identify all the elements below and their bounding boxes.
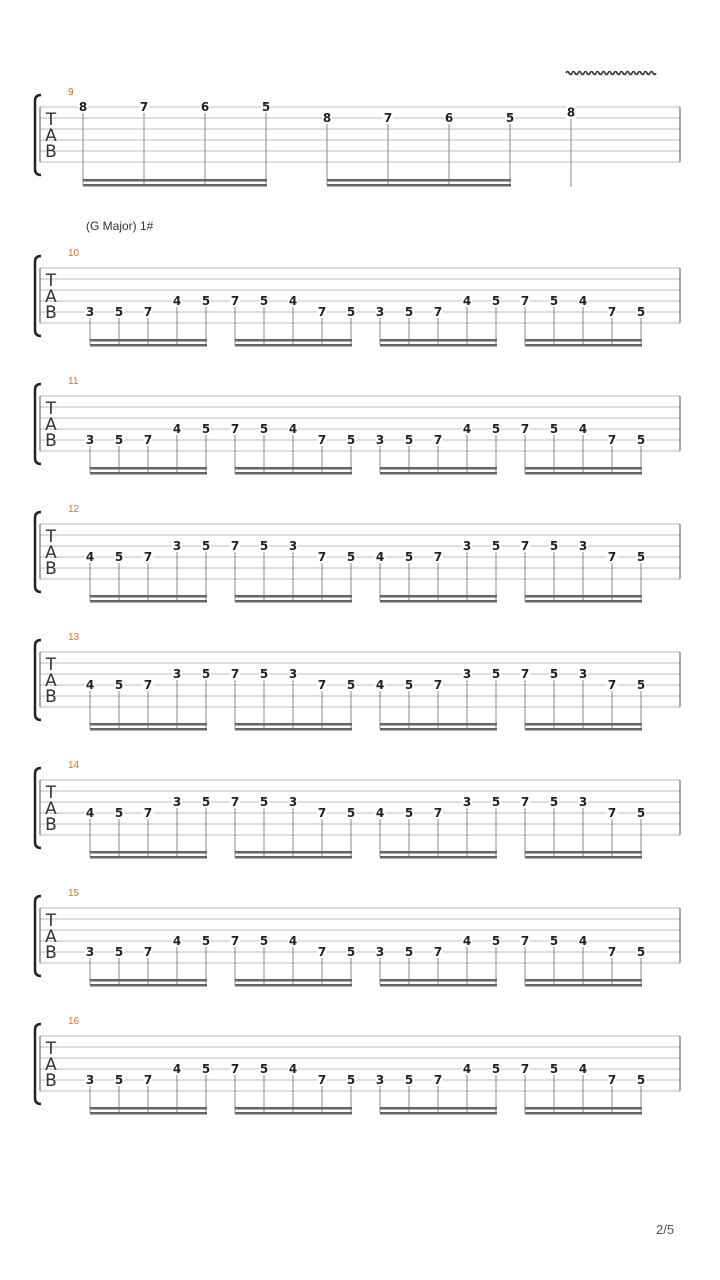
tab-clef-letter: A (45, 799, 57, 819)
fret-number: 7 (607, 945, 617, 959)
fret-number: 7 (520, 539, 530, 553)
beam-group (375, 422, 501, 475)
fret-number: 4 (578, 294, 588, 308)
beam-secondary (327, 184, 511, 187)
beam-primary (235, 979, 352, 982)
beam-primary (90, 595, 207, 598)
fret-number: 5 (491, 422, 501, 436)
beam-secondary (235, 728, 352, 731)
fret-number: 5 (549, 1062, 559, 1076)
tab-system (35, 888, 680, 987)
tab-system (35, 72, 680, 188)
measure-number: 15 (68, 888, 80, 899)
fret-number: 5 (549, 539, 559, 553)
fret-number: 5 (636, 945, 646, 959)
fret-number: 5 (404, 433, 414, 447)
beam-group (375, 294, 501, 347)
fret-number: 7 (520, 795, 530, 809)
beam-secondary (90, 856, 207, 859)
beam-primary (525, 851, 642, 854)
fret-number: 3 (288, 539, 298, 553)
fret-number: 3 (578, 795, 588, 809)
fret-number: 7 (433, 305, 443, 319)
tab-system (35, 376, 680, 475)
fret-number: 7 (433, 678, 443, 692)
fret-number: 5 (404, 305, 414, 319)
fret-number: 5 (404, 806, 414, 820)
fret-number: 3 (85, 433, 95, 447)
fret-number: 7 (143, 433, 153, 447)
fret-number: 3 (375, 433, 385, 447)
key-signature: (G Major) 1# (86, 219, 154, 233)
fret-number: 4 (288, 1062, 298, 1076)
fret-number: 7 (143, 1073, 153, 1087)
beam-group (78, 100, 271, 187)
measure-number: 9 (68, 87, 74, 98)
fret-number: 8 (322, 111, 332, 125)
fret-number: 4 (462, 934, 472, 948)
fret-number: 4 (288, 934, 298, 948)
fret-number: 5 (114, 550, 124, 564)
beam-group (375, 795, 501, 859)
fret-number: 5 (259, 667, 269, 681)
fret-number: 7 (230, 795, 240, 809)
fret-number: 4 (172, 422, 182, 436)
fret-number: 4 (578, 1062, 588, 1076)
beam-group (85, 795, 211, 859)
fret-number: 3 (172, 667, 182, 681)
beam-secondary (90, 984, 207, 987)
fret-number: 5 (346, 550, 356, 564)
fret-number: 5 (636, 305, 646, 319)
tab-clef-letter: T (45, 399, 57, 419)
beam-group (566, 106, 576, 188)
beam-group (375, 667, 501, 731)
fret-number: 5 (201, 795, 211, 809)
fret-number: 3 (375, 1073, 385, 1087)
fret-number: 5 (346, 305, 356, 319)
tab-clef-letter: A (45, 671, 57, 691)
fret-number: 5 (636, 550, 646, 564)
beam-group (230, 1062, 356, 1115)
fret-number: 7 (520, 1062, 530, 1076)
fret-number: 7 (317, 433, 327, 447)
beam-group (520, 1062, 646, 1115)
fret-number: 5 (114, 433, 124, 447)
fret-number: 5 (114, 678, 124, 692)
beam-group (85, 539, 211, 603)
fret-number: 7 (607, 550, 617, 564)
tab-clef-letter: T (45, 271, 57, 291)
fret-number: 7 (607, 1073, 617, 1087)
fret-number: 7 (520, 667, 530, 681)
fret-number: 5 (636, 806, 646, 820)
fret-number: 3 (462, 667, 472, 681)
beam-primary (525, 595, 642, 598)
beam-secondary (90, 344, 207, 347)
beam-group (85, 667, 211, 731)
tab-clef-letter: T (45, 783, 57, 803)
measure-number: 14 (68, 760, 80, 771)
tab-system (35, 760, 680, 859)
beam-primary (235, 339, 352, 342)
beam-group (230, 667, 356, 731)
beam-primary (83, 179, 267, 182)
fret-number: 5 (259, 539, 269, 553)
beam-primary (235, 467, 352, 470)
beam-secondary (235, 472, 352, 475)
fret-number: 7 (520, 934, 530, 948)
beam-secondary (235, 984, 352, 987)
fret-number: 5 (114, 1073, 124, 1087)
beam-group (230, 422, 356, 475)
fret-number: 5 (259, 422, 269, 436)
fret-number: 5 (259, 294, 269, 308)
fret-number: 5 (114, 305, 124, 319)
fret-number: 5 (201, 422, 211, 436)
beam-secondary (90, 728, 207, 731)
beam-secondary (525, 1112, 642, 1115)
fret-number: 5 (404, 945, 414, 959)
measure-number: 16 (68, 1016, 80, 1027)
fret-number: 5 (259, 1062, 269, 1076)
fret-number: 7 (317, 806, 327, 820)
fret-number: 5 (491, 1062, 501, 1076)
fret-number: 4 (172, 1062, 182, 1076)
beam-secondary (235, 856, 352, 859)
fret-number: 4 (462, 294, 472, 308)
fret-number: 7 (317, 1073, 327, 1087)
beam-group (85, 422, 211, 475)
measure-number: 12 (68, 504, 80, 515)
fret-number: 7 (433, 550, 443, 564)
beam-primary (525, 1107, 642, 1110)
tab-clef-letter: B (45, 687, 57, 707)
fret-number: 5 (114, 806, 124, 820)
beam-group (230, 539, 356, 603)
fret-number: 7 (317, 305, 327, 319)
beam-secondary (380, 344, 497, 347)
fret-number: 5 (259, 795, 269, 809)
fret-number: 7 (317, 678, 327, 692)
tab-clef-letter: T (45, 911, 57, 931)
fret-number: 3 (462, 539, 472, 553)
fret-number: 5 (636, 1073, 646, 1087)
tab-clef-letter: A (45, 1055, 57, 1075)
beam-secondary (380, 856, 497, 859)
beam-primary (90, 467, 207, 470)
tab-clef-letter: A (45, 543, 57, 563)
fret-number: 5 (549, 422, 559, 436)
fret-number: 4 (462, 1062, 472, 1076)
beam-primary (235, 595, 352, 598)
vibrato-mark (566, 72, 656, 75)
beam-secondary (525, 984, 642, 987)
beam-primary (327, 179, 511, 182)
beam-secondary (90, 600, 207, 603)
tab-clef-letter: T (45, 110, 57, 130)
tab-clef-letter: A (45, 927, 57, 947)
beam-group (520, 934, 646, 987)
fret-number: 3 (375, 305, 385, 319)
fret-number: 7 (230, 422, 240, 436)
fret-number: 4 (288, 422, 298, 436)
beam-group (375, 539, 501, 603)
fret-number: 7 (143, 806, 153, 820)
fret-number: 4 (288, 294, 298, 308)
tab-system (35, 248, 680, 347)
tab-clef-letter: B (45, 303, 57, 323)
tab-system (35, 632, 680, 731)
fret-number: 5 (491, 934, 501, 948)
fret-number: 5 (549, 667, 559, 681)
fret-number: 5 (404, 550, 414, 564)
tab-clef-letter: T (45, 527, 57, 547)
tab-clef-letter: A (45, 415, 57, 435)
fret-number: 4 (375, 550, 385, 564)
fret-number: 7 (230, 1062, 240, 1076)
fret-number: 7 (520, 294, 530, 308)
fret-number: 4 (172, 294, 182, 308)
beam-primary (525, 467, 642, 470)
tab-system (35, 1016, 680, 1115)
beam-group (520, 667, 646, 731)
fret-number: 8 (566, 105, 576, 120)
fret-number: 5 (491, 294, 501, 308)
beam-secondary (380, 984, 497, 987)
tab-clef-letter: A (45, 287, 57, 307)
beam-secondary (235, 1112, 352, 1115)
fret-number: 5 (259, 934, 269, 948)
beam-group (520, 795, 646, 859)
beam-primary (90, 723, 207, 726)
fret-number: 5 (505, 111, 515, 125)
fret-number: 4 (85, 806, 95, 820)
tab-clef-letter: B (45, 943, 57, 963)
measure-number: 10 (68, 248, 80, 259)
beam-secondary (525, 856, 642, 859)
fret-number: 7 (317, 945, 327, 959)
fret-number: 4 (375, 678, 385, 692)
fret-number: 7 (230, 539, 240, 553)
fret-number: 4 (462, 422, 472, 436)
fret-number: 5 (636, 678, 646, 692)
beam-primary (525, 339, 642, 342)
fret-number: 4 (375, 806, 385, 820)
fret-number: 5 (636, 433, 646, 447)
fret-number: 6 (444, 111, 454, 125)
fret-number: 5 (346, 945, 356, 959)
fret-number: 4 (578, 934, 588, 948)
beam-secondary (90, 1112, 207, 1115)
measure-number: 13 (68, 632, 80, 643)
tab-clef-letter: A (45, 126, 57, 146)
tab-system (35, 504, 680, 603)
fret-number: 7 (143, 678, 153, 692)
beam-primary (90, 979, 207, 982)
fret-number: 5 (346, 1073, 356, 1087)
fret-number: 3 (172, 539, 182, 553)
beam-primary (380, 723, 497, 726)
fret-number: 5 (549, 934, 559, 948)
fret-number: 7 (607, 806, 617, 820)
beam-group (230, 934, 356, 987)
beam-secondary (83, 184, 267, 187)
tab-clef-letter: B (45, 142, 57, 162)
beam-group (230, 294, 356, 347)
fret-number: 3 (578, 667, 588, 681)
tab-clef-letter: T (45, 1039, 57, 1059)
tab-clef-letter: B (45, 815, 57, 835)
fret-number: 5 (346, 433, 356, 447)
fret-number: 4 (172, 934, 182, 948)
fret-number: 7 (433, 806, 443, 820)
fret-number: 7 (230, 667, 240, 681)
beam-group (375, 934, 501, 987)
fret-number: 3 (288, 795, 298, 809)
beam-primary (525, 723, 642, 726)
fret-number: 5 (549, 795, 559, 809)
beam-group (520, 294, 646, 347)
beam-group (520, 422, 646, 475)
beam-primary (235, 1107, 352, 1110)
beam-secondary (380, 1112, 497, 1115)
beam-group (85, 294, 211, 347)
beam-group (85, 1062, 211, 1115)
fret-number: 5 (491, 539, 501, 553)
beam-primary (380, 1107, 497, 1110)
fret-number: 6 (200, 100, 210, 114)
fret-number: 5 (201, 1062, 211, 1076)
fret-number: 7 (520, 422, 530, 436)
beam-group (520, 539, 646, 603)
fret-number: 7 (139, 100, 149, 114)
fret-number: 3 (288, 667, 298, 681)
fret-number: 4 (85, 678, 95, 692)
fret-number: 7 (143, 550, 153, 564)
beam-secondary (525, 600, 642, 603)
beam-primary (90, 339, 207, 342)
beam-secondary (235, 344, 352, 347)
tab-clef-letter: B (45, 1071, 57, 1091)
fret-number: 5 (404, 678, 414, 692)
fret-number: 5 (404, 1073, 414, 1087)
beam-secondary (525, 344, 642, 347)
beam-primary (380, 595, 497, 598)
beam-primary (380, 851, 497, 854)
fret-number: 3 (375, 945, 385, 959)
beam-primary (235, 723, 352, 726)
fret-number: 4 (578, 422, 588, 436)
beam-group (230, 795, 356, 859)
fret-number: 7 (317, 550, 327, 564)
fret-number: 7 (230, 294, 240, 308)
fret-number: 5 (201, 934, 211, 948)
fret-number: 5 (201, 667, 211, 681)
beam-primary (235, 851, 352, 854)
beam-secondary (380, 600, 497, 603)
beam-primary (380, 467, 497, 470)
fret-number: 7 (433, 433, 443, 447)
fret-number: 5 (491, 667, 501, 681)
beam-secondary (525, 728, 642, 731)
fret-number: 8 (78, 100, 88, 114)
beam-secondary (235, 600, 352, 603)
fret-number: 7 (433, 1073, 443, 1087)
fret-number: 3 (172, 795, 182, 809)
fret-number: 7 (230, 934, 240, 948)
fret-number: 3 (85, 305, 95, 319)
beam-secondary (380, 728, 497, 731)
fret-number: 5 (201, 294, 211, 308)
beam-secondary (90, 472, 207, 475)
measure-number: 11 (68, 376, 79, 387)
fret-number: 7 (143, 945, 153, 959)
fret-number: 5 (549, 294, 559, 308)
fret-number: 3 (85, 1073, 95, 1087)
fret-number: 5 (201, 539, 211, 553)
tab-clef-letter: B (45, 559, 57, 579)
beam-primary (380, 979, 497, 982)
fret-number: 7 (607, 433, 617, 447)
fret-number: 7 (143, 305, 153, 319)
fret-number: 7 (383, 111, 393, 125)
beam-group (322, 111, 515, 187)
beam-group (375, 1062, 501, 1115)
fret-number: 5 (491, 795, 501, 809)
beam-primary (380, 339, 497, 342)
fret-number: 5 (114, 945, 124, 959)
tab-clef-letter: T (45, 655, 57, 675)
fret-number: 7 (607, 678, 617, 692)
fret-number: 5 (261, 100, 271, 114)
beam-group (85, 934, 211, 987)
fret-number: 7 (607, 305, 617, 319)
fret-number: 3 (462, 795, 472, 809)
beam-secondary (525, 472, 642, 475)
beam-secondary (380, 472, 497, 475)
fret-number: 5 (346, 806, 356, 820)
fret-number: 5 (346, 678, 356, 692)
beam-primary (90, 1107, 207, 1110)
fret-number: 3 (85, 945, 95, 959)
fret-number: 3 (578, 539, 588, 553)
beam-primary (525, 979, 642, 982)
tab-clef-letter: B (45, 431, 57, 451)
fret-number: 7 (433, 945, 443, 959)
page-number: 2/5 (656, 1222, 675, 1237)
beam-primary (90, 851, 207, 854)
fret-number: 4 (85, 550, 95, 564)
